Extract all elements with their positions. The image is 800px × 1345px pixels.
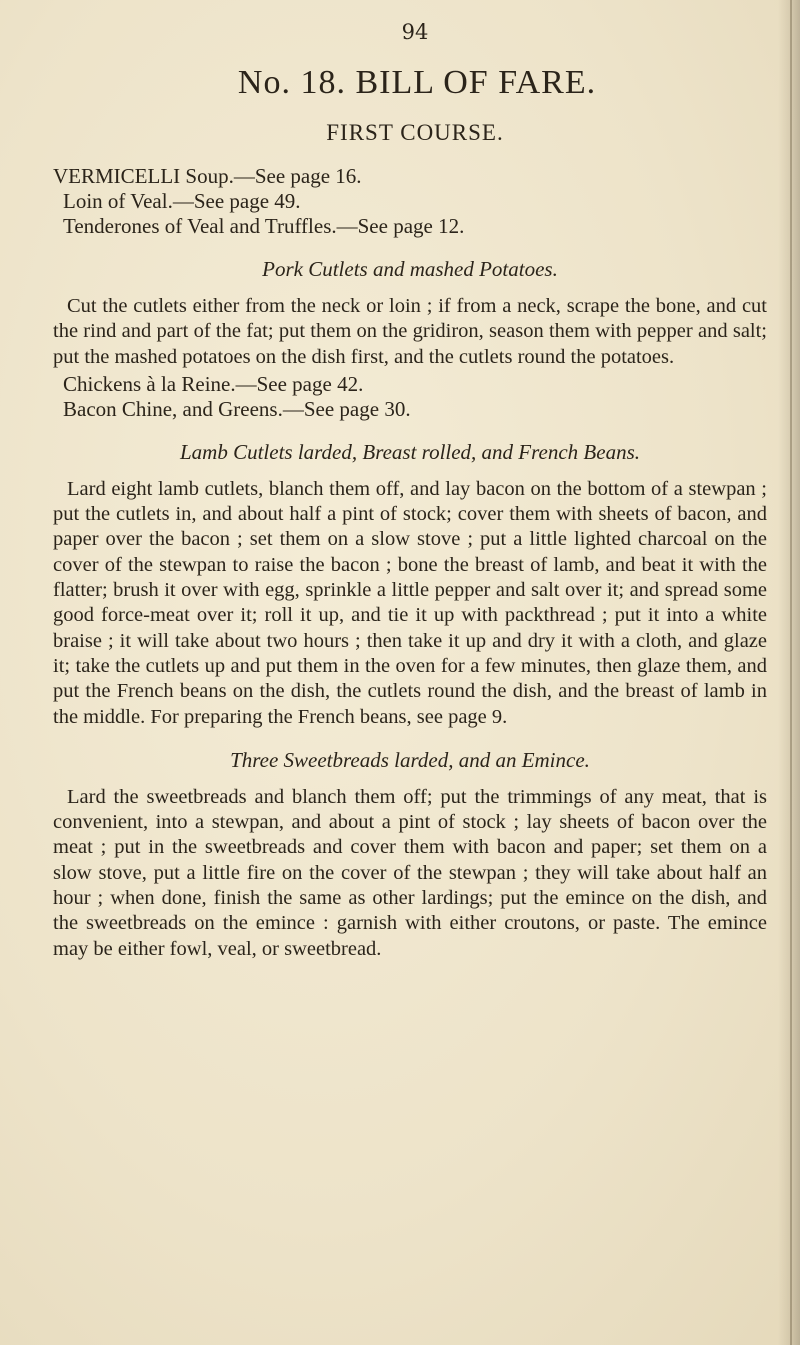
page-content [53,20,767,962]
recipe-lamb-cutlets: Lard eight lamb cutlets, blanch them off, and lay bacon on the bottom of a stewpan ; put the cutlets in, and about half a pint of stock; cover them with sheets of bacon, and paper over the bacon ; set them on a slow stove ; put a little lighted charcoal on the cover of the stewpan to raise the bacon ; bone the breast of lamb, and beat it with the flatter; brush it over with egg, sprinkle a little pepper and salt over it; and spread some good force-meat over it; roll it up, and tie it up with packthread ; put it into a white braise ; it will take about two hours ; then take it up and dry it with a cloth, and glaze it; take the cutlets up and put them in the oven for a few minutes, then glaze them, and put the French beans on the dish, the cutlets round the dish, and the breast of lamb in the middle. For preparing the French beans, see page 9. [53,477,767,728]
dish-heading-sweetbreads: Three Sweetbreads larded, and an Emince. [230,747,590,772]
reference-vermicelli-soup: VERMICELLI Soup.—See page 16. [53,164,362,188]
page-edge-line [790,0,792,1345]
reference-chickens-a-la-reine: Chickens à la Reine.—See page 42. [63,371,364,396]
course-heading: FIRST COURSE. [326,120,504,145]
dish-heading-pork-cutlets: Pork Cutlets and mashed Potatoes. [262,257,558,281]
recipe-pork-cutlets: Cut the cutlets either from the neck or loin ; if from a neck, scrape the bone, and cut the rind and part of the fat; put them on the gridiron, season them with pepper and salt; put the mashed potatoes on the dish first, and the cutlets round the potatoes. [53,295,767,368]
reference-bacon-chine: Bacon Chine, and Greens.—See page 30. [63,396,411,421]
page-number: 94 [401,20,429,44]
reference-tenderones-of-veal: Tenderones of Veal and Truffles.—See page 12. [63,214,465,238]
reference-loin-of-veal: Loin of Veal.—See page 49. [63,189,301,213]
page-edge-shadow [778,0,800,1345]
dish-heading-lamb-cutlets: Lamb Cutlets larded, Breast rolled, and French Beans. [179,439,640,464]
bill-title: No. 18. BILL OF FARE. [237,64,597,101]
recipe-sweetbreads: Lard the sweetbreads and blanch them off; put the trimmings of any meat, that is convenient, into a stewpan, and about a pint of stock ; lay sheets of bacon over the meat ; put in the sweetbreads and cover them with bacon and paper; set them on a slow stove, put a little fire on the cover of the stewpan ; they will take about half an hour ; when done, finish the same as other lardings; put the emince on the dish, and the sweetbreads on the emince : garnish with either croutons, or paste. The emince may be either fowl, veal, or sweetbread. [53,785,767,960]
